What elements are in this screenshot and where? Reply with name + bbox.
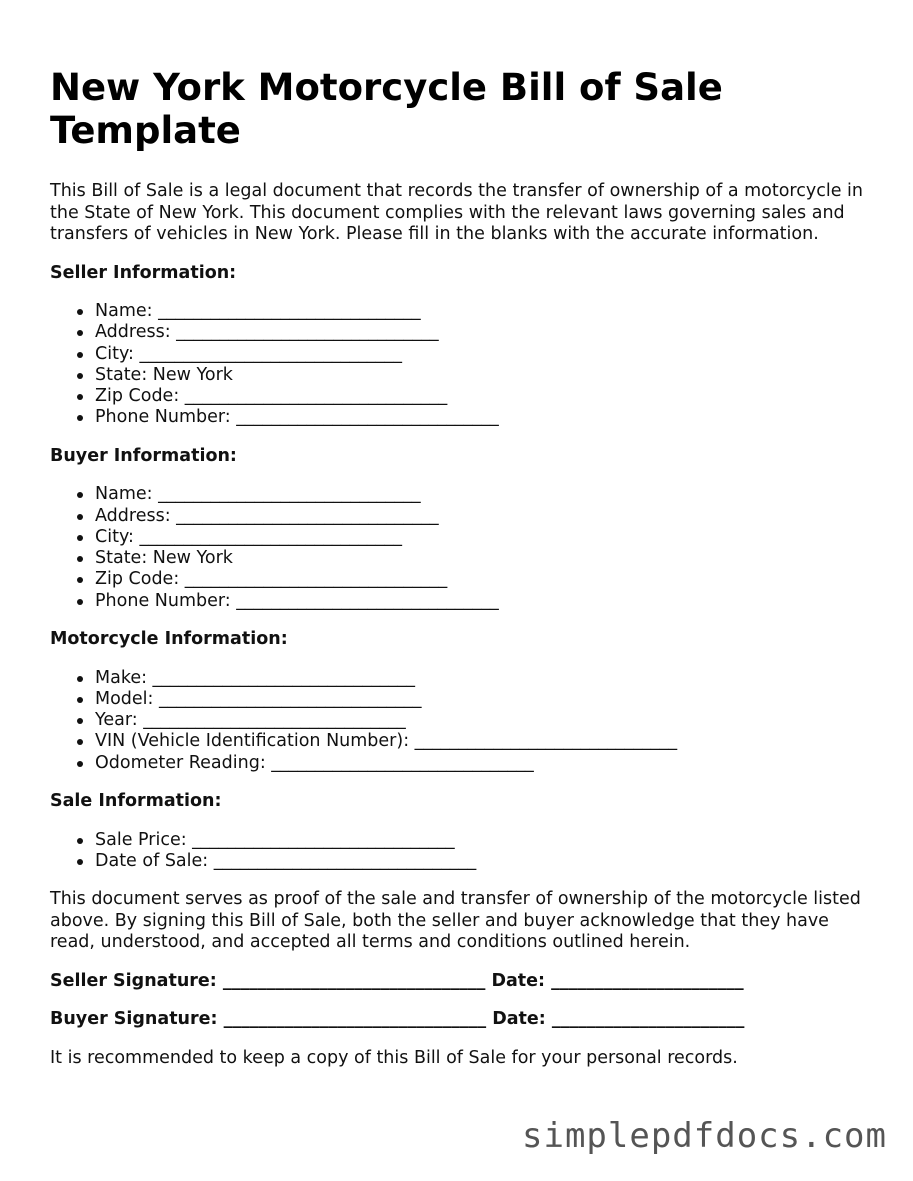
buyer-section-heading: Buyer Information:	[50, 445, 237, 466]
seller-zip-field: Zip Code: ______________________________	[50, 386, 870, 407]
seller-section-heading: Seller Information:	[50, 262, 237, 283]
intro-paragraph: This Bill of Sale is a legal document that records the transfer of ownership of a motorcycle in the State of New York. This document complies with the relevant laws governing sales and transfers of vehicles in New York. Please fill in the blanks with the accurate information.	[50, 181, 863, 244]
seller-state-field: State: New York	[50, 365, 870, 386]
document-page	[50, 66, 870, 1069]
buyer-zip-field: Zip Code: ______________________________	[50, 569, 870, 590]
seller-address-field: Address: ______________________________	[50, 322, 870, 343]
buyer-city-field: City: ______________________________	[50, 527, 870, 548]
buyer-state-field: State: New York	[50, 548, 870, 569]
seller-signature-line: Seller Signature: ______________________________ Date: ______________________	[50, 970, 744, 991]
closing-paragraph: This document serves as proof of the sale and transfer of ownership of the motorcycle listed above. By signing this Bill of Sale, both the seller and buyer acknowledge that they have read, understood, and accepted all terms and conditions outlined herein.	[50, 889, 861, 953]
motorcycle-year-field: Year: ______________________________	[50, 710, 870, 731]
motorcycle-vin-field: VIN (Vehicle Identification Number): ______________________________	[50, 731, 870, 752]
buyer-phone-field: Phone Number: ______________________________	[50, 591, 870, 612]
seller-field-list	[50, 301, 870, 429]
buyer-address-field: Address: ______________________________	[50, 506, 870, 527]
buyer-name-field: Name: ______________________________	[50, 484, 870, 505]
sale-price-field: Sale Price: ______________________________	[50, 830, 870, 851]
seller-name-field: Name: ______________________________	[50, 301, 870, 322]
buyer-field-list	[50, 484, 870, 612]
motorcycle-field-list	[50, 668, 870, 774]
motorcycle-section-heading: Motorcycle Information:	[50, 629, 288, 650]
seller-phone-field: Phone Number: ______________________________	[50, 407, 870, 428]
seller-city-field: City: ______________________________	[50, 344, 870, 365]
buyer-signature-line: Buyer Signature: ______________________________ Date: ______________________	[50, 1009, 745, 1030]
motorcycle-odometer-field: Odometer Reading: ______________________________	[50, 753, 870, 774]
motorcycle-make-field: Make: ______________________________	[50, 668, 870, 689]
motorcycle-model-field: Model: ______________________________	[50, 689, 870, 710]
records-note: It is recommended to keep a copy of this Bill of Sale for your personal records.	[50, 1047, 738, 1068]
sale-section-heading: Sale Information:	[50, 791, 222, 812]
sale-date-field: Date of Sale: ______________________________	[50, 851, 870, 872]
site-watermark: simplepdfdocs.com	[522, 1116, 887, 1156]
sale-field-list	[50, 830, 870, 873]
page-title: New York Motorcycle Bill of Sale Template	[50, 66, 723, 152]
